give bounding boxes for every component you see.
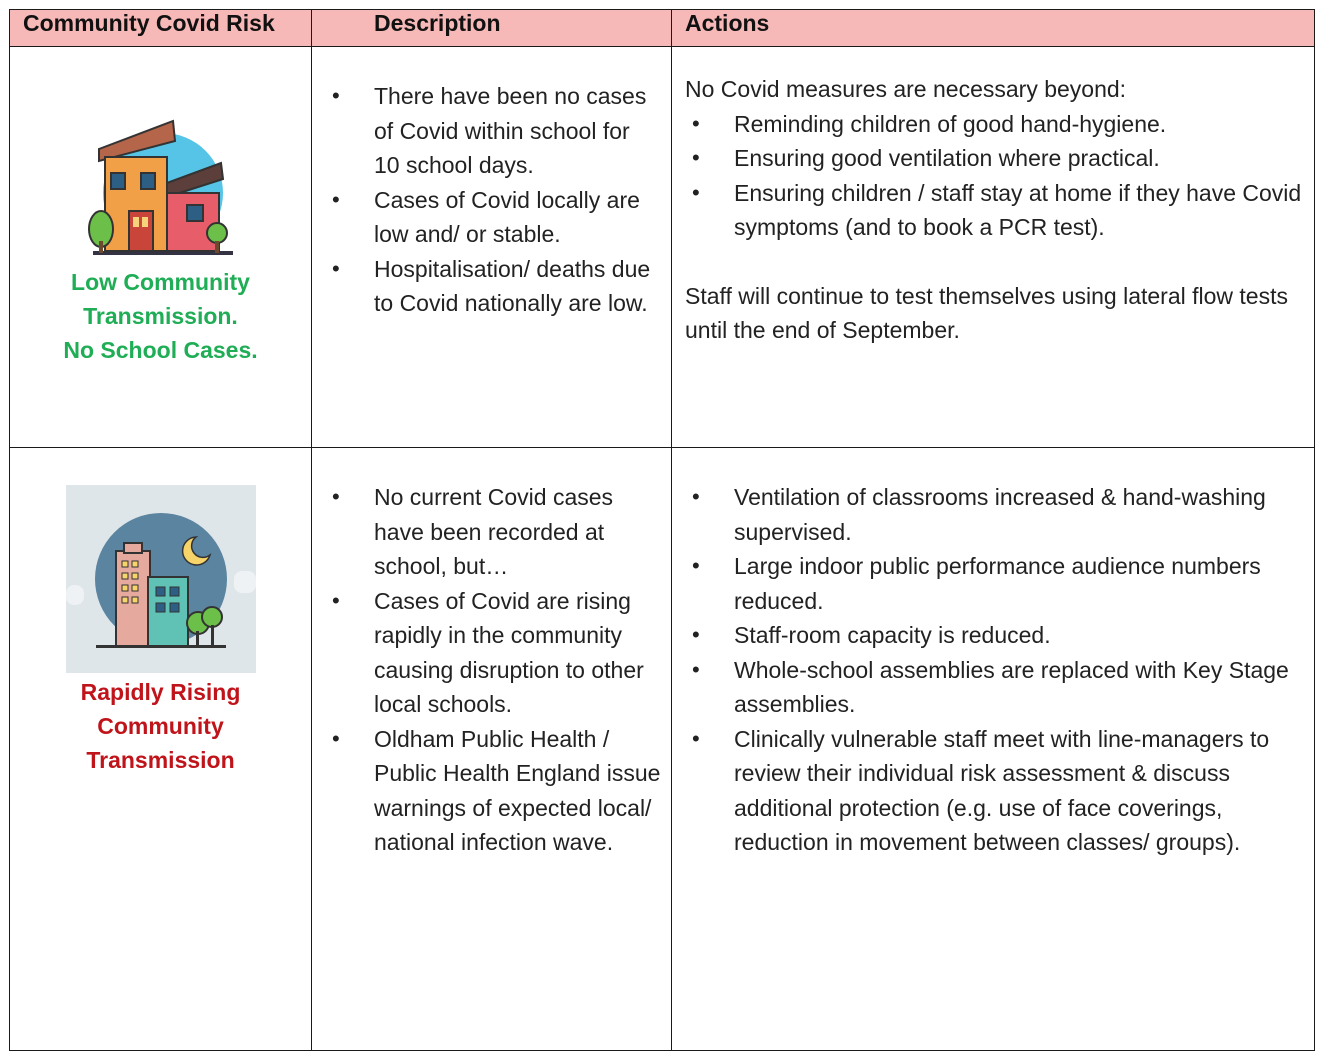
header-actions: Actions xyxy=(672,10,1315,47)
actions-cell xyxy=(672,448,1315,1051)
actions-cell xyxy=(672,47,1315,448)
action-item: • Whole-school assemblies are replaced with Key Stage assemblies. xyxy=(734,653,1304,722)
risk-label-line: Transmission. xyxy=(83,303,238,329)
house-icon xyxy=(71,111,251,261)
risk-level-cell xyxy=(10,47,312,448)
header-row xyxy=(10,10,1315,47)
risk-row-low xyxy=(10,47,1315,448)
action-item: • Clinically vulnerable staff meet with line-managers to review their individual risk assessment & discuss additional protection (e.g. use of face coverings, reduction in movement between classes/ groups). xyxy=(734,722,1304,860)
action-item: • Ventilation of classrooms increased & hand-washing supervised. xyxy=(734,480,1304,549)
description-item: • Oldham Public Health / Public Health England issue warnings of expected local/ national infection wave. xyxy=(374,722,661,860)
city-night-icon xyxy=(66,485,256,673)
action-item: • Reminding children of good hand-hygiene. xyxy=(734,107,1304,142)
risk-label-line: Low Community xyxy=(71,269,250,295)
risk-row-rising xyxy=(10,448,1315,1051)
actions-intro: No Covid measures are necessary beyond: xyxy=(685,76,1127,102)
description-item: • Cases of Covid are rising rapidly in the community causing disruption to other local schools. xyxy=(374,584,661,722)
action-item: • Ensuring good ventilation where practical. xyxy=(734,141,1304,176)
action-item: • Large indoor public performance audience numbers reduced. xyxy=(734,549,1304,618)
covid-risk-table xyxy=(9,9,1315,1051)
description-item: • There have been no cases of Covid within school for 10 school days. xyxy=(374,79,661,183)
description-cell xyxy=(312,47,672,448)
header-description: Description xyxy=(312,10,672,47)
description-item: • Cases of Covid locally are low and/ or stable. xyxy=(374,183,661,252)
description-item: • No current Covid cases have been recorded at school, but… xyxy=(374,480,661,584)
header-risk: Community Covid Risk xyxy=(10,10,312,47)
description-cell xyxy=(312,448,672,1051)
risk-label-line: No School Cases. xyxy=(63,337,258,363)
risk-level-cell xyxy=(10,448,312,1051)
risk-label-line: Transmission xyxy=(86,747,235,773)
actions-follow: Staff will continue to test themselves using lateral flow tests until the end of September. xyxy=(685,282,1288,343)
risk-label-line: Rapidly Rising xyxy=(80,679,241,705)
action-item: • Staff-room capacity is reduced. xyxy=(734,618,1304,653)
risk-label-line: Community xyxy=(97,713,224,739)
action-item: • Ensuring children / staff stay at home if they have Covid symptoms (and to book a PCR test). xyxy=(734,176,1304,245)
description-item: • Hospitalisation/ deaths due to Covid nationally are low. xyxy=(374,252,661,321)
